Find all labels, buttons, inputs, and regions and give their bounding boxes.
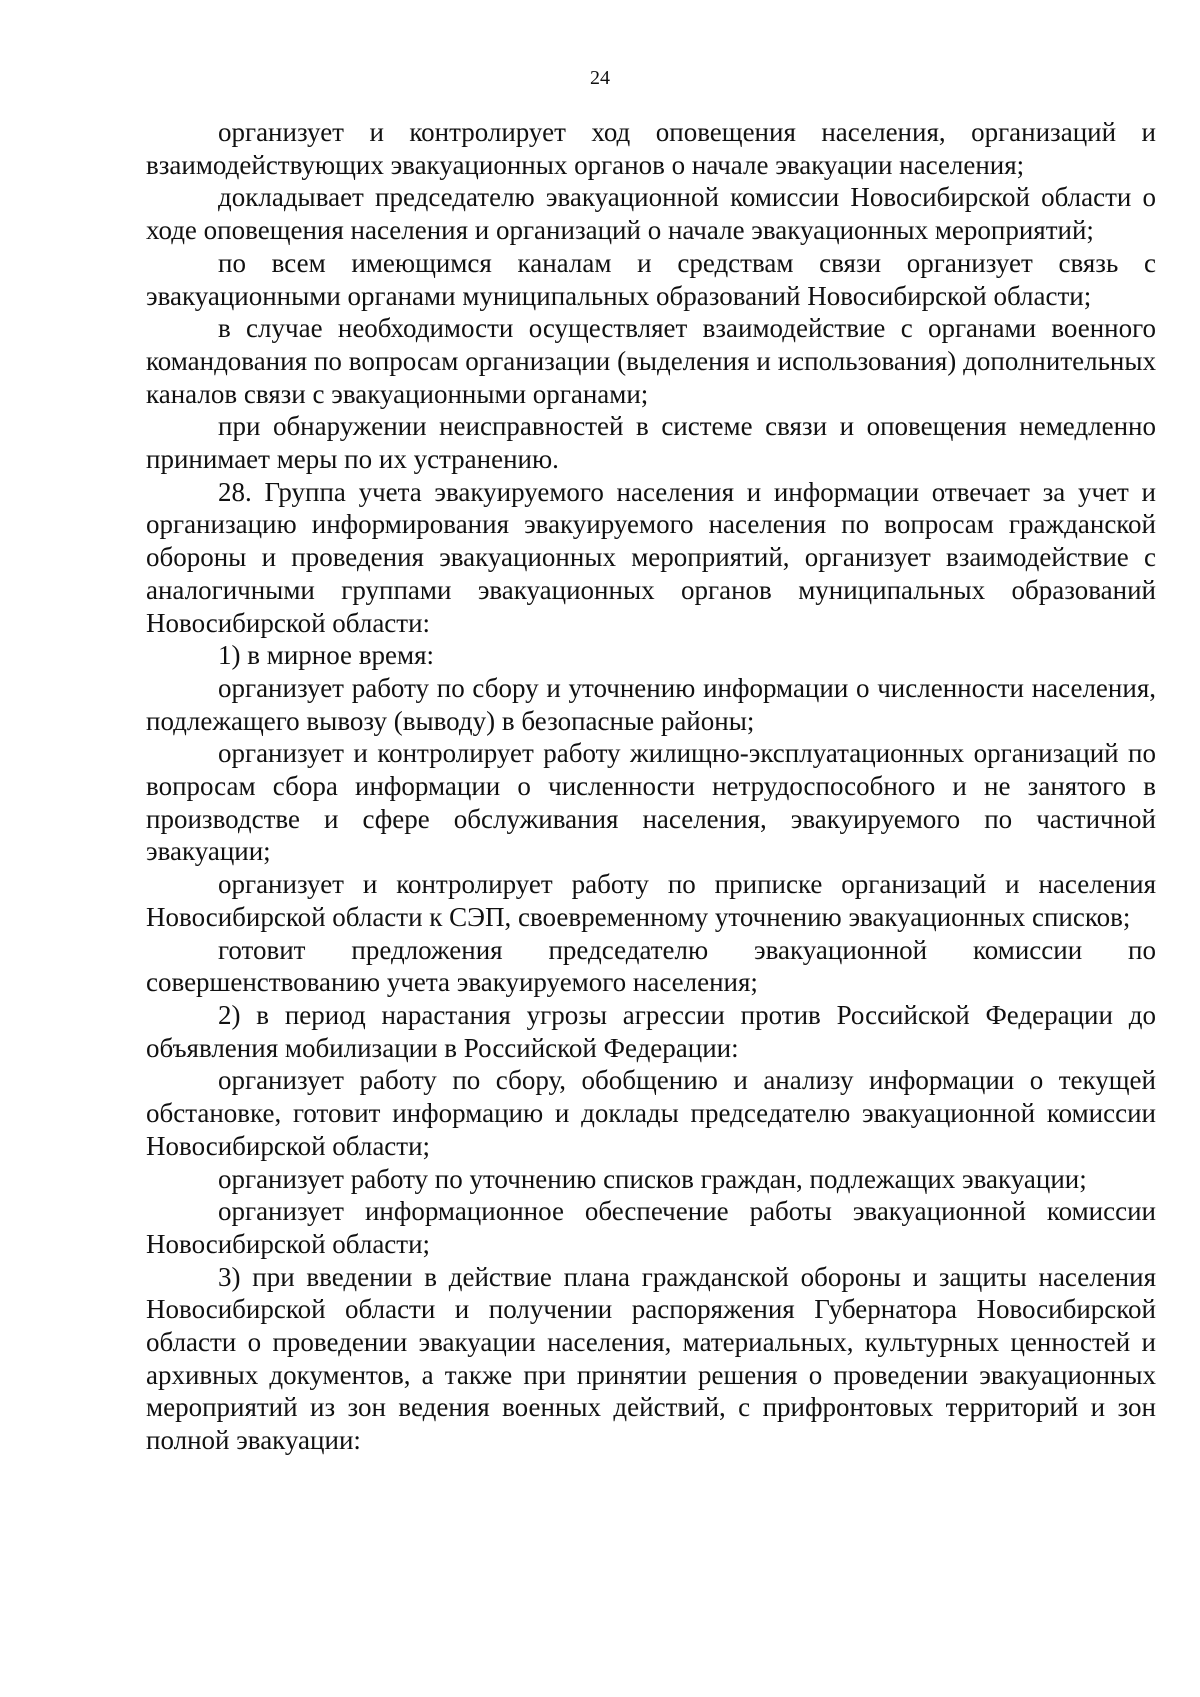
- page-number: 24: [590, 67, 610, 89]
- paragraph: готовит предложения председателю эвакуационной комиссии по совершенствованию учета эвакуируемого населения;: [146, 934, 1156, 998]
- paragraph: организует информационное обеспечение работы эвакуационной комиссии Новосибирской области;: [146, 1196, 1156, 1259]
- document-body: [146, 116, 1156, 1457]
- paragraph: по всем имеющимся каналам и средствам связи организует связь с эвакуационными органами муниципальных образований Новосибирской области;: [146, 247, 1156, 311]
- paragraph-section-28: 28. Группа учета эвакуируемого населения и информации отвечает за учет и организацию информирования эвакуируемого населения по вопросам гражданской обороны и проведения эвакуационных мероприятий, организует взаимодействие с аналогичными группами эвакуационных органов муниципальных образований Новосибирской области:: [146, 476, 1156, 638]
- paragraph: организует работу по сбору, обобщению и анализу информации о текущей обстановке, готовит информацию и доклады председателю эвакуационной комиссии Новосибирской области;: [146, 1065, 1156, 1161]
- paragraph: докладывает председателю эвакуационной комиссии Новосибирской области о ходе оповещения населения и организаций о начале эвакуационных мероприятий;: [146, 182, 1156, 246]
- paragraph-subsection-2: 2) в период нарастания угрозы агрессии против Российской Федерации до объявления мобилизации в Российской Федерации:: [146, 999, 1156, 1063]
- paragraph-subsection-3: 3) при введении в действие плана гражданской обороны и защиты населения Новосибирской области и получении распоряжения Губернатора Новосибирской области о проведении эвакуации населения, материальных, культурных ценностей и архивных документов, а также при принятии решения о проведении эвакуационных мероприятий из зон ведения военных действий, с прифронтовых территорий и зон полной эвакуации:: [146, 1261, 1156, 1456]
- paragraph: при обнаружении неисправностей в системе связи и оповещения немедленно принимает меры по их устранению.: [146, 411, 1156, 475]
- paragraph: организует работу по сбору и уточнению информации о численности населения, подлежащего вывозу (выводу) в безопасные районы;: [146, 672, 1156, 736]
- paragraph: организует работу по уточнению списков граждан, подлежащих эвакуации;: [218, 1163, 1087, 1194]
- paragraph-subsection-1: 1) в мирное время:: [218, 640, 435, 671]
- paragraph: организует и контролирует работу жилищно-эксплуатационных организаций по вопросам сбора информации о численности нетрудоспособного и не занятого в производстве и сфере обслуживания населения, эвакуируемого по частичной эвакуации;: [146, 738, 1156, 867]
- paragraph: организует и контролирует работу по приписке организаций и населения Новосибирской области к СЭП, своевременному уточнению эвакуационных списков;: [146, 869, 1156, 932]
- paragraph: организует и контролирует ход оповещения населения, организаций и взаимодействующих эвакуационных органов о начале эвакуации населения;: [146, 117, 1156, 180]
- paragraph: в случае необходимости осуществляет взаимодействие с органами военного командования по вопросам организации (выделения и использования) дополнительных каналов связи с эвакуационными органами;: [146, 313, 1156, 409]
